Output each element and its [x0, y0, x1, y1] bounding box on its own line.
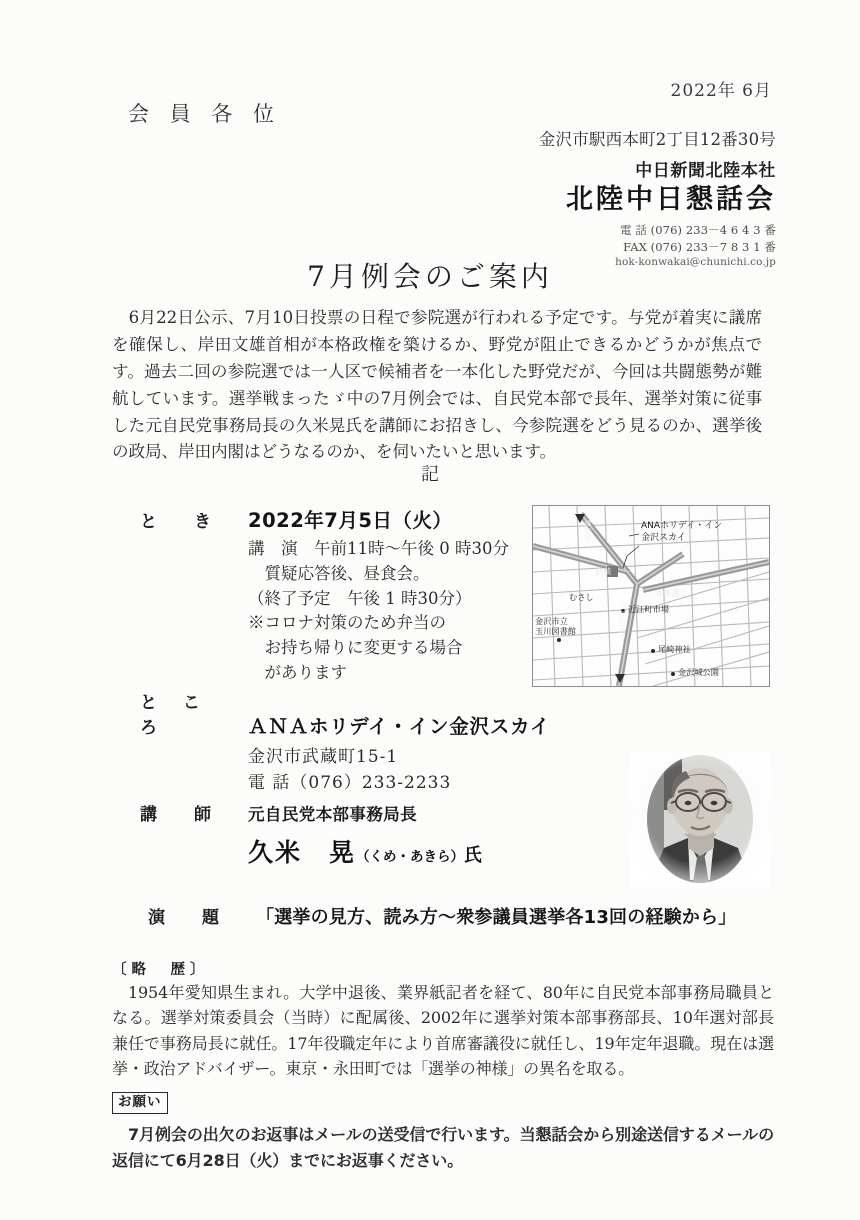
detail-label-venue: と こ ろ: [140, 693, 210, 738]
speaker-name-reading: （くめ・あきら）: [356, 849, 465, 865]
map-label-omicho: 近江町市場: [628, 604, 669, 614]
datetime-subline: ※コロナ対策のため弁当の: [248, 613, 446, 633]
map-callout-line1: ANAホリデイ・イン: [641, 521, 723, 531]
map-road-label-honda: 本多通り: [655, 588, 688, 598]
ki-marker: 記: [421, 464, 439, 485]
detail-label-speaker: 講 師: [140, 805, 221, 825]
datetime-subline: （終了予定 午後 1 時30分）: [248, 588, 472, 608]
detail-label-datetime: と き: [140, 512, 221, 532]
map-road-label-hyakumangoku: 百万石通り: [618, 602, 626, 642]
map-poi-dot-library: [557, 638, 561, 642]
portrait-photo: [630, 752, 770, 887]
addressee: 会 員 各 位: [128, 102, 282, 126]
datetime-sublines: [248, 537, 509, 686]
datetime-subline: があります: [264, 662, 347, 682]
organization-paper: 中日新聞北陸本社: [635, 160, 776, 181]
speaker-name-line: [248, 833, 484, 869]
venue-map: [532, 505, 770, 687]
detail-row-venue: [140, 688, 550, 797]
bio-body: [112, 980, 774, 1081]
datetime-subline: 講 演 午前11時～午後 0 時30分: [248, 539, 509, 558]
venue-address: 金沢市武蔵町15-1: [248, 747, 399, 767]
organization-block: [0, 128, 776, 271]
venue-sublines: [248, 744, 550, 797]
detail-row-speaker: [140, 800, 484, 869]
map-label-ozaki: 尾崎神社: [658, 644, 691, 654]
request-body: [112, 1122, 774, 1173]
contact-fax: FAX (076) 233－7 8 3 1 番: [623, 239, 776, 254]
speaker-name: 久米 晃: [248, 838, 357, 867]
speaker-portrait: [630, 752, 770, 887]
map-label-library-line1: 金沢市立: [535, 616, 568, 626]
request-text: 7月例会の出欠のお返事はメールの送受信で行います。当懇話会から別途送信するメールの返信にて6月28日（火）までにお返事ください。: [112, 1125, 774, 1170]
speaker-honorific: 氏: [464, 845, 485, 866]
lecture-title: 「選挙の見方、読み方～衆参議員選挙各13回の経験から」: [256, 907, 737, 928]
map-poi-dot-ozaki: [651, 649, 655, 653]
map-callout-line2: 金沢スカイ: [641, 533, 686, 544]
detail-row-datetime: [140, 505, 509, 686]
datetime-subline: 質疑応答後、昼食会。: [264, 563, 430, 583]
bio-text: 1954年愛知県生まれ。大学中退後、業界紙記者を経て、80年に自民党本部事務局職員となる。選挙対策委員会（当時）に配属後、2002年に選挙対策本部事務部長、10年選対部長兼任で事務局長に就任。17年役職定年により首席審議役に就任し、19年定年退職。現在は選挙・政治アドバイザー。東京・永田町では「選挙の神様」の異名を取る。: [112, 983, 774, 1078]
map-road-label-musashi-kana: むさし: [569, 592, 594, 602]
detail-value-datetime: 2022年7月5日（火）: [248, 509, 453, 532]
datetime-subline: お持ち帰りに変更する場合: [264, 638, 463, 657]
map-label-library-line2: 玉川図書館: [535, 626, 576, 636]
map-callout-hotel: [641, 520, 722, 544]
intro-paragraph: [112, 305, 762, 466]
organization-address: 金沢市駅西本町2丁目12番30号: [538, 130, 776, 149]
intro-text: 6月22日公示、7月10日投票の日程で参院選が行われる予定です。与党が着実に議席を確保し、岸田文雄首相が本格政権を築けるか、野党が阻止できるかどうかが焦点です。過去二回の参院選では一人区で候補者を一本化した野党だが、今回は共闘態勢が難航しています。選挙戦まったゞ中の7月例会では、自民党本部で長年、選挙対策に従事した元自民党事務局長の久米晃氏を講師にお招きし、今参院選をどう見るのか、選挙後の政局、岸田内閣はどうなるのか、を伺いたいと思います。: [112, 308, 762, 462]
contact-email: hok-konwakai@chunichi.co.jp: [615, 256, 776, 269]
map-poi-dot-castle: [671, 672, 675, 676]
organization-name: 北陸中日懇話会: [566, 183, 776, 215]
detail-value-venue: ＡＮＡホリデイ・イン金沢スカイ: [248, 715, 551, 738]
contact-tel: 電 話 (076) 233－4 6 4 3 番: [619, 223, 776, 238]
map-label-castle: 金沢城公園: [678, 667, 719, 677]
map-road-label-musashi: 武蔵: [595, 566, 612, 576]
detail-row-lecture-title: [148, 903, 736, 929]
request-badge: お願い: [112, 1092, 168, 1114]
venue-phone: 電 話（076）233-2233: [248, 773, 452, 794]
issue-date: 2022年 6月: [670, 81, 772, 101]
bio-heading: 〔略 歴〕: [112, 962, 210, 978]
detail-label-lecture-title: 演 題: [148, 908, 229, 928]
map-road-label-hashiba: 橋場町: [584, 520, 592, 544]
page-title: 7月例会のご案内: [307, 260, 553, 293]
speaker-title: 元自民党本部事務局長: [248, 805, 417, 824]
